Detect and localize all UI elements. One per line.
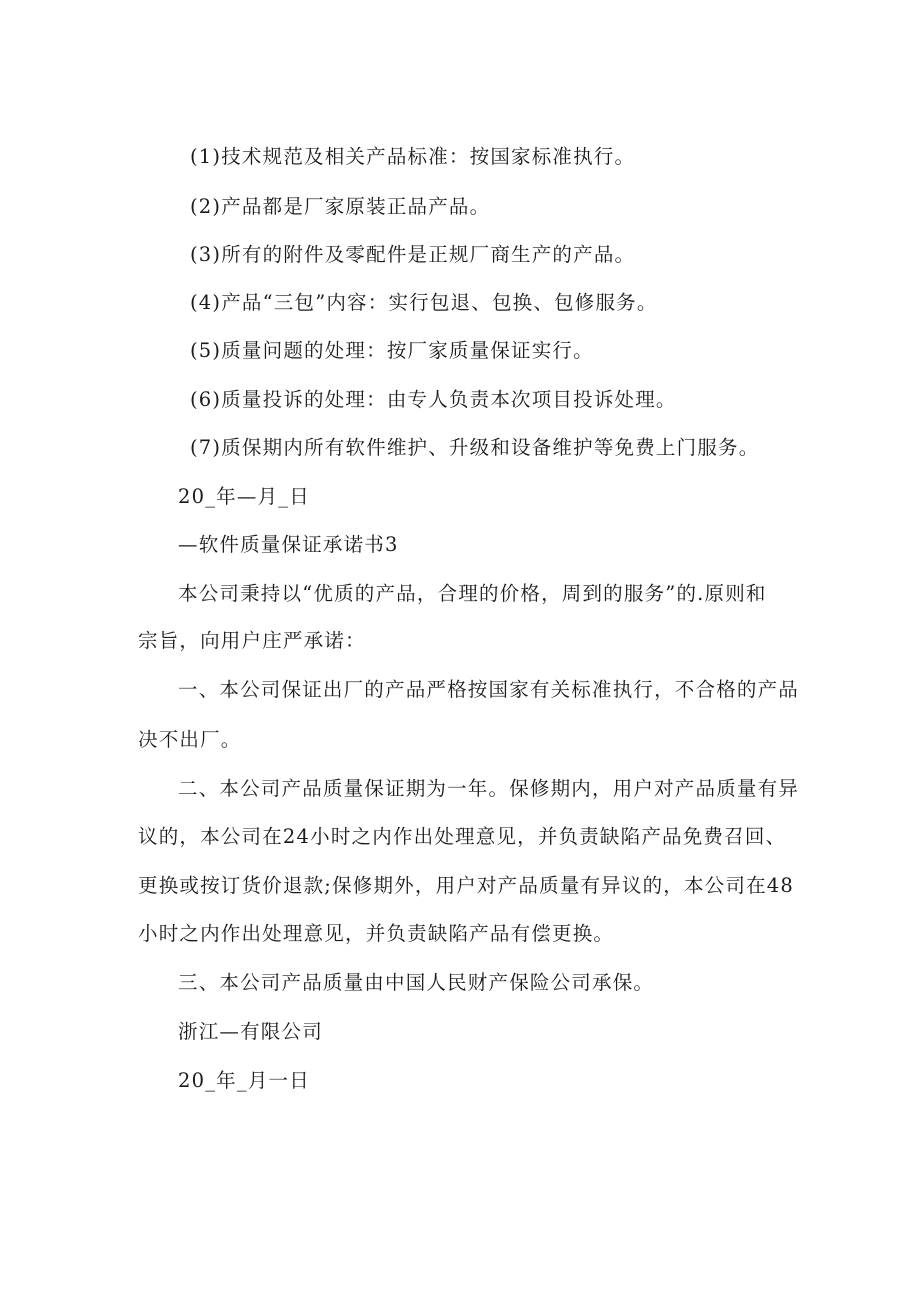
clause-1-line-1: 一、本公司保证出厂的产品严格按国家有关标准执行，不合格的产品: [178, 678, 800, 701]
company-name: 浙江—有限公司: [178, 1020, 323, 1043]
list-item-5: (5)质量问题的处理：按厂家质量保证实行。: [190, 339, 594, 362]
intro-line-2: 宗旨，向用户庄严承诺：: [138, 629, 366, 652]
clause-1-line-2: 决不出厂。: [138, 728, 242, 751]
section-title: —软件质量保证承诺书3: [178, 533, 399, 556]
intro-line-1: 本公司秉持以“优质的产品，合理的价格，周到的服务”的.原则和: [178, 582, 767, 605]
clause-2-line-1: 二、本公司产品质量保证期为一年。保修期内，用户对产品质量有异: [178, 777, 800, 800]
signature-date: 20_年_月一日: [178, 1069, 310, 1092]
list-item-6: (6)质量投诉的处理：由专人负责本次项目投诉处理。: [190, 388, 677, 411]
date-line: 20_年—月_日: [178, 485, 310, 508]
list-item-1: (1)技术规范及相关产品标准：按国家标准执行。: [190, 145, 636, 168]
clause-2-line-2: 议的，本公司在24小时之内作出处理意见，并负责缺陷产品免费召回、: [138, 825, 787, 848]
clause-2-line-3: 更换或按订货价退款;保修期外，用户对产品质量有异议的，本公司在48: [138, 874, 794, 897]
clause-2-line-4: 小时之内作出处理意见，并负责缺陷产品有偿更换。: [138, 922, 615, 945]
list-item-7: (7)质保期内所有软件维护、升级和设备维护等免费上门服务。: [190, 436, 760, 459]
list-item-4: (4)产品“三包”内容：实行包退、包换、包修服务。: [190, 291, 658, 314]
clause-3: 三、本公司产品质量由中国人民财产保险公司承保。: [178, 971, 655, 994]
list-item-3: (3)所有的附件及零配件是正规厂商生产的产品。: [190, 243, 636, 266]
list-item-2: (2)产品都是厂家原装正品产品。: [190, 195, 491, 218]
